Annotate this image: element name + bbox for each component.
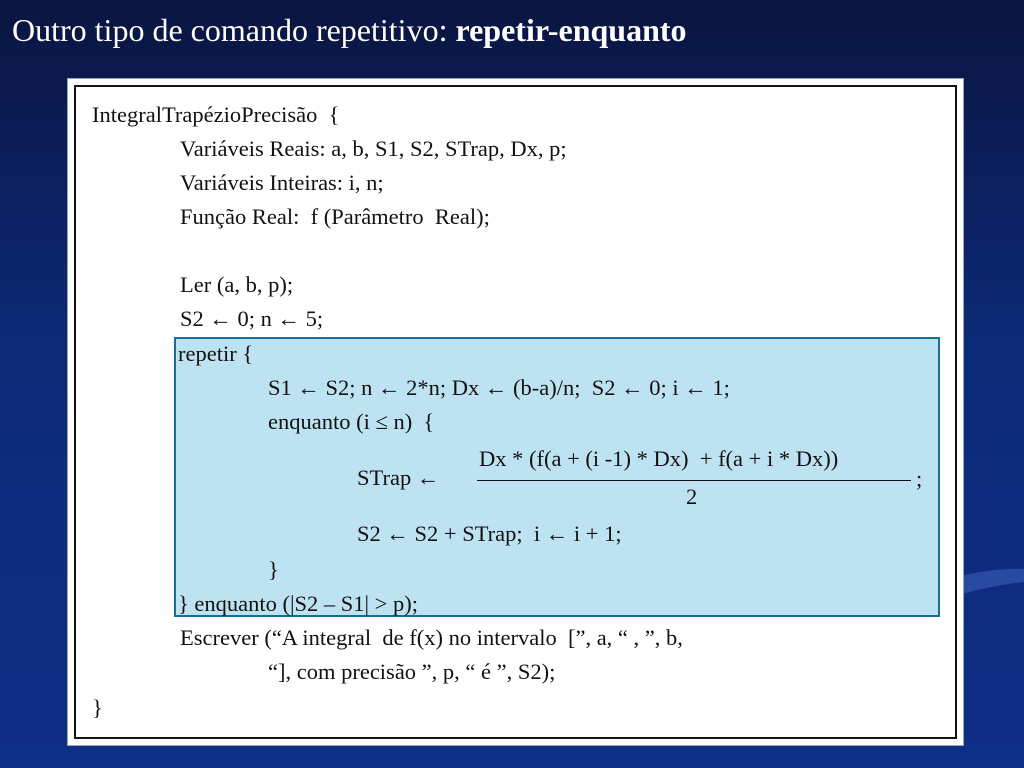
slide-title (12, 10, 687, 50)
code-line-write-cont: “], com precisão ”, p, “ é ”, S2); (268, 659, 556, 684)
code-line-function: Função Real: f (Parâmetro Real); (180, 204, 490, 229)
code-panel (67, 78, 964, 746)
code-line-read: Ler (a, b, p); (180, 272, 294, 297)
code-line-repeat-until: } enquanto (|S2 – S1| > p); (178, 591, 418, 616)
code-line-strap-lhs: STrap ← (357, 465, 440, 490)
code-line-close: } (92, 695, 103, 720)
code-line-repeat: repetir { (178, 341, 254, 366)
code-line-while: enquanto (i ≤ n) { (268, 409, 435, 434)
title-prefix: Outro tipo de comando repetitivo: (12, 12, 456, 48)
code-line-write: Escrever (“A integral de f(x) no intervalo [”, a, “ , ”, b, (180, 625, 683, 650)
fraction-bar (477, 480, 911, 481)
code-line-real-vars: Variáveis Reais: a, b, S1, S2, STrap, Dx, p; (180, 136, 567, 161)
code-line-accumulate: S2 ← S2 + STrap; i ← i + 1; (357, 521, 622, 546)
code-line-loop-init: S1 ← S2; n ← 2*n; Dx ← (b-a)/n; S2 ← 0; i ← 1; (268, 375, 730, 400)
code-line-int-vars: Variáveis Inteiras: i, n; (180, 170, 384, 195)
title-bold: repetir-enquanto (455, 12, 687, 48)
code-line-while-close: } (268, 557, 279, 582)
code-line-init: S2 ← 0; n ← 5; (180, 306, 324, 331)
code-line-semicolon: ; (916, 466, 923, 491)
fraction-denominator: 2 (686, 484, 698, 509)
code-line-header: IntegralTrapézioPrecisão { (92, 102, 340, 127)
fraction-numerator: Dx * (f(a + (i -1) * Dx) + f(a + i * Dx)) (479, 446, 839, 471)
